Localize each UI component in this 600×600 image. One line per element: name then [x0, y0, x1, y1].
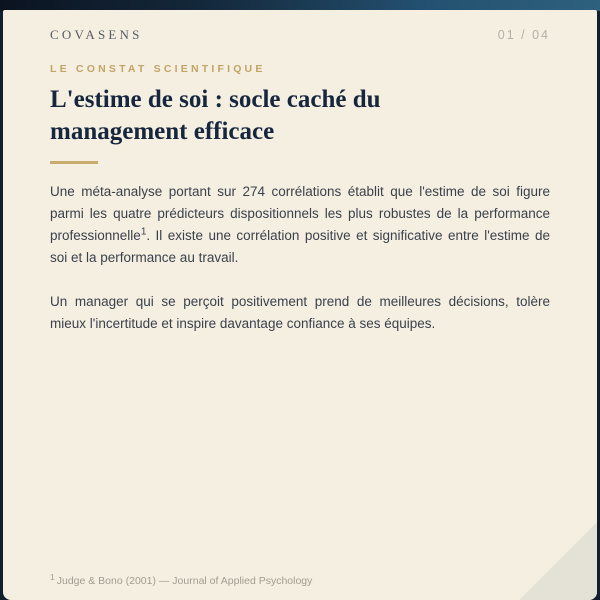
page-indicator: 01 / 04 [497, 28, 550, 42]
paragraph-2: Un manager qui se perçoit positivement prend de meilleures décisions, tolère mieux l'incertitude et inspire davantage confiance à ses équipes. [50, 294, 550, 331]
section-eyebrow: LE CONSTAT SCIENTIFIQUE [50, 63, 266, 75]
paragraph-1-text-after-marker: . Il existe une corrélation positive et significative entre l'estime de soi et la performance au travail. [50, 228, 550, 265]
footnote-text: Judge & Bono (2001) — Journal of Applied Psychology [56, 575, 313, 587]
footnote-marker-inline: 1 [140, 226, 147, 238]
gold-divider [50, 161, 98, 164]
footnote [50, 571, 313, 587]
corner-triangle-decoration [519, 522, 597, 600]
slide-content [3, 63, 597, 335]
slide-card [3, 10, 597, 600]
footnote-marker: 1 [50, 571, 55, 582]
slide-title: L'estime de soi : socle caché du management efficace [50, 86, 381, 145]
slide-header [3, 10, 597, 43]
brand-name: COVASENS [50, 27, 143, 42]
paragraph-1-text-before-marker: Une méta-analyse portant sur 274 corrélations établit que l'estime de soi figure parmi les quatre prédicteurs dispositionnels les plus robustes de la performance professionnelle [50, 184, 550, 243]
paragraph-1 [50, 181, 550, 269]
